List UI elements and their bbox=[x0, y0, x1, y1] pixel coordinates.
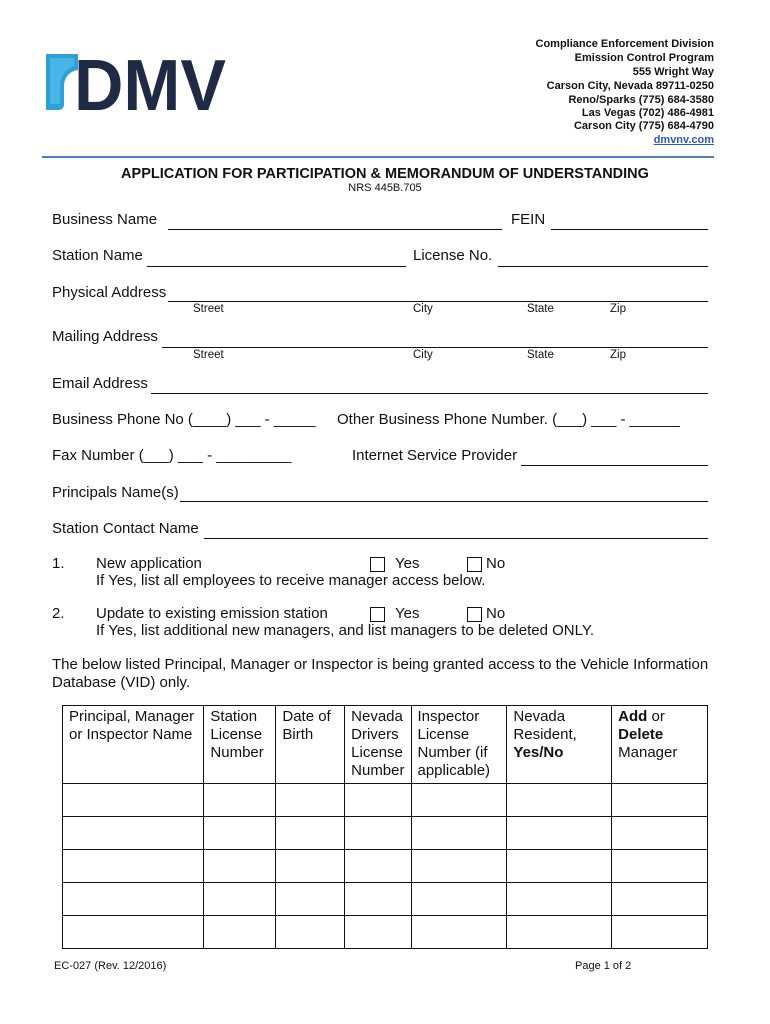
table-cell[interactable] bbox=[63, 850, 204, 883]
table-cell[interactable] bbox=[63, 916, 204, 949]
table-cell[interactable] bbox=[345, 883, 411, 916]
license-no-label: License No. bbox=[413, 247, 493, 264]
column-header-nevada-resident bbox=[507, 706, 612, 784]
business-name-field[interactable] bbox=[168, 229, 502, 230]
table-cell[interactable] bbox=[276, 916, 345, 949]
column-header-drivers-license: Nevada Drivers License Number bbox=[345, 706, 411, 784]
table-cell[interactable] bbox=[612, 850, 708, 883]
table-cell[interactable] bbox=[276, 883, 345, 916]
table-cell[interactable] bbox=[612, 916, 708, 949]
business-phone-field[interactable]: Business Phone No (____) ___ - _____ bbox=[52, 411, 316, 428]
delete-bold: Delete bbox=[618, 726, 664, 743]
license-no-field[interactable] bbox=[498, 266, 708, 267]
table-cell[interactable] bbox=[507, 817, 612, 850]
header-line: Carson City (775) 684-4790 bbox=[573, 120, 714, 132]
header-line: Las Vegas (702) 486-4981 bbox=[581, 107, 714, 119]
state-caption: State bbox=[527, 349, 554, 361]
add-bold: Add bbox=[618, 708, 648, 725]
table-cell[interactable] bbox=[411, 784, 507, 817]
table-row bbox=[63, 784, 708, 817]
table-cell[interactable] bbox=[411, 916, 507, 949]
table-row bbox=[63, 850, 708, 883]
header-line: Carson City, Nevada 89711-0250 bbox=[546, 80, 714, 92]
access-paragraph-line: The below listed Principal, Manager or Inspector is being granted access to the Vehicle Information bbox=[52, 656, 709, 673]
new-application-no-checkbox[interactable] bbox=[467, 557, 482, 572]
fein-field[interactable] bbox=[551, 229, 708, 230]
header-divider bbox=[42, 156, 714, 158]
table-cell[interactable] bbox=[345, 850, 411, 883]
zip-caption: Zip bbox=[610, 349, 626, 361]
street-caption: Street bbox=[193, 349, 224, 361]
question-number: 1. bbox=[52, 555, 65, 572]
manager-text: Manager bbox=[618, 744, 678, 761]
fein-label: FEIN bbox=[511, 211, 546, 228]
new-application-yes-checkbox[interactable] bbox=[370, 557, 385, 572]
table-cell[interactable] bbox=[411, 850, 507, 883]
update-station-yes-checkbox[interactable] bbox=[370, 607, 385, 622]
table-cell[interactable] bbox=[507, 916, 612, 949]
table-cell[interactable] bbox=[345, 817, 411, 850]
table-cell[interactable] bbox=[63, 817, 204, 850]
yes-label: Yes bbox=[395, 605, 420, 622]
dmv-logo bbox=[44, 50, 229, 114]
table-cell[interactable] bbox=[612, 784, 708, 817]
mailing-address-label: Mailing Address bbox=[52, 328, 158, 345]
column-header-dob: Date of Birth bbox=[276, 706, 345, 784]
table-cell[interactable] bbox=[612, 817, 708, 850]
column-header-station-license: Station License Number bbox=[204, 706, 276, 784]
header-line: Reno/Sparks (775) 684-3580 bbox=[568, 94, 714, 106]
email-address-label: Email Address bbox=[52, 375, 148, 392]
column-header-inspector-license: Inspector License Number (if applicable) bbox=[411, 706, 507, 784]
city-caption: City bbox=[413, 349, 433, 361]
table-cell[interactable] bbox=[276, 784, 345, 817]
form-title: APPLICATION FOR PARTICIPATION & MEMORANDUM OF UNDERSTANDING bbox=[121, 166, 649, 182]
table-cell[interactable] bbox=[204, 817, 276, 850]
no-label: No bbox=[486, 605, 506, 622]
nevada-resident-text: Nevada Resident, bbox=[513, 708, 577, 743]
website-link[interactable]: dmvnv.com bbox=[653, 134, 714, 146]
station-contact-field[interactable] bbox=[204, 538, 708, 539]
header-line: Emission Control Program bbox=[574, 52, 714, 64]
table-cell[interactable] bbox=[63, 883, 204, 916]
update-station-no-checkbox[interactable] bbox=[467, 607, 482, 622]
table-cell[interactable] bbox=[507, 883, 612, 916]
zip-caption: Zip bbox=[610, 303, 626, 315]
table-cell[interactable] bbox=[507, 784, 612, 817]
table-cell[interactable] bbox=[204, 916, 276, 949]
column-header-add-delete bbox=[612, 706, 708, 784]
table-row bbox=[63, 817, 708, 850]
isp-field[interactable] bbox=[521, 465, 708, 466]
page-number: Page 1 of 2 bbox=[575, 960, 632, 972]
form-number: EC-027 (Rev. 12/2016) bbox=[54, 960, 167, 972]
access-table bbox=[62, 705, 708, 949]
isp-label: Internet Service Provider bbox=[352, 447, 518, 464]
form-subtitle: NRS 445B.705 bbox=[348, 182, 422, 194]
other-phone-field[interactable]: Other Business Phone Number. (___) ___ - ______ bbox=[337, 411, 680, 428]
table-cell[interactable] bbox=[345, 916, 411, 949]
station-name-field[interactable] bbox=[147, 266, 406, 267]
table-cell[interactable] bbox=[63, 784, 204, 817]
business-name-label: Business Name bbox=[52, 211, 158, 228]
mailing-address-field[interactable] bbox=[162, 347, 708, 348]
table-cell[interactable] bbox=[204, 850, 276, 883]
principals-label: Principals Name(s) bbox=[52, 484, 179, 501]
street-caption: Street bbox=[193, 303, 224, 315]
table-row bbox=[63, 916, 708, 949]
table-cell[interactable] bbox=[204, 883, 276, 916]
fax-number-field[interactable]: Fax Number (___) ___ - _________ bbox=[52, 447, 292, 464]
header-line: 555 Wright Way bbox=[632, 66, 714, 78]
table-cell[interactable] bbox=[507, 850, 612, 883]
question-new-application: New application bbox=[96, 555, 202, 572]
table-cell[interactable] bbox=[411, 883, 507, 916]
no-label: No bbox=[486, 555, 506, 572]
physical-address-field[interactable] bbox=[168, 301, 708, 302]
header-line: Compliance Enforcement Division bbox=[535, 38, 714, 50]
access-paragraph-line: Database (VID) only. bbox=[52, 674, 191, 691]
email-address-field[interactable] bbox=[151, 393, 708, 394]
state-caption: State bbox=[527, 303, 554, 315]
table-cell[interactable] bbox=[276, 817, 345, 850]
table-cell[interactable] bbox=[345, 784, 411, 817]
principals-field[interactable] bbox=[180, 501, 708, 502]
question-note: If Yes, list all employees to receive manager access below. bbox=[96, 572, 486, 589]
question-number: 2. bbox=[52, 605, 65, 622]
table-cell[interactable] bbox=[204, 784, 276, 817]
station-contact-label: Station Contact Name bbox=[52, 520, 199, 537]
station-name-label: Station Name bbox=[52, 247, 143, 264]
question-update-station: Update to existing emission station bbox=[96, 605, 328, 622]
yes-no-bold: Yes/No bbox=[513, 744, 564, 761]
table-cell[interactable] bbox=[612, 883, 708, 916]
question-note: If Yes, list additional new managers, and list managers to be deleted ONLY. bbox=[96, 622, 595, 639]
table-row bbox=[63, 883, 708, 916]
or-text: or bbox=[647, 708, 665, 725]
yes-label: Yes bbox=[395, 555, 420, 572]
city-caption: City bbox=[413, 303, 433, 315]
svg-text:DMV: DMV bbox=[74, 50, 226, 114]
table-cell[interactable] bbox=[411, 817, 507, 850]
physical-address-label: Physical Address bbox=[52, 284, 167, 301]
table-cell[interactable] bbox=[276, 850, 345, 883]
column-header-name: Principal, Manager or Inspector Name bbox=[63, 706, 204, 784]
